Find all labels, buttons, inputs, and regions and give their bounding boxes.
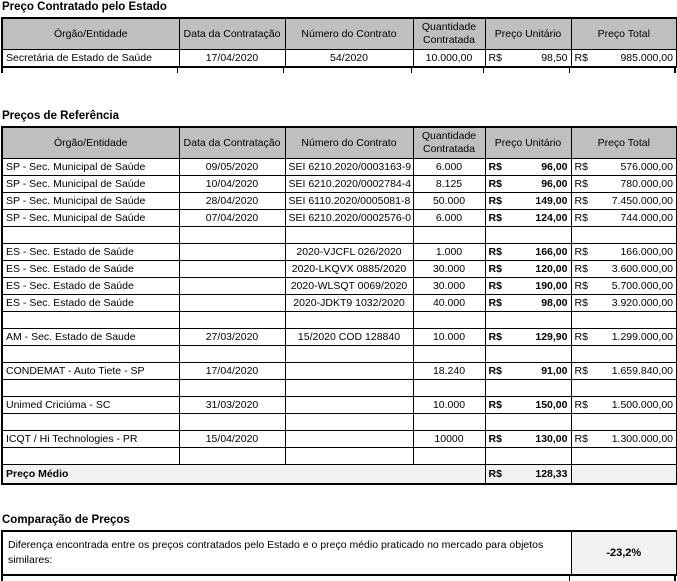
amount: 3.600.000,00 <box>611 263 673 275</box>
currency-amount <box>489 159 568 175</box>
table-row <box>2 329 677 346</box>
column-header-label: Preço Total <box>597 27 650 40</box>
cell-data <box>179 312 285 329</box>
cell-unitario <box>485 244 571 261</box>
currency-amount <box>575 176 674 192</box>
currency-symbol: R$ <box>574 52 588 64</box>
cell-numero: 54/2020 <box>285 50 413 68</box>
amount: 5.700.000,00 <box>611 280 673 292</box>
currency-symbol: R$ <box>488 52 502 64</box>
cell-orgao: ES - Sec. Estado de Saúde <box>2 278 179 295</box>
table-row <box>2 261 677 278</box>
cell-quantidade: 6.000 <box>413 159 485 176</box>
cell-data: 17/04/2020 <box>179 50 285 68</box>
cell-numero: 15/2020 COD 128840 <box>285 329 413 346</box>
cell-quantidade <box>413 414 485 431</box>
average-price-row <box>2 465 677 485</box>
cell-total <box>571 397 677 414</box>
cell-total <box>571 431 677 448</box>
column-header-label: Número do Contrato <box>301 27 397 40</box>
amount: 3.920.000,00 <box>611 297 673 309</box>
currency-amount <box>575 244 674 260</box>
amount: 129,90 <box>535 331 568 343</box>
empty-total-cell <box>571 465 677 485</box>
comparison-description: Diferença encontrada entre os preços contratados pelo Estado e o preço médio praticado no mercado para objetos similares: <box>2 531 571 575</box>
cell-quantidade: 30.000 <box>413 278 485 295</box>
column-header-label: Número do Contrato <box>301 136 397 149</box>
table-row <box>2 380 677 397</box>
table-row <box>2 210 677 227</box>
cell-data: 15/04/2020 <box>179 431 285 448</box>
cell-total <box>571 448 677 465</box>
cell-unitario <box>485 210 571 227</box>
cell-quantidade <box>413 448 485 465</box>
column-header-label: Data da Contratação <box>183 27 281 40</box>
section-title-comparison: Comparação de Preços <box>2 514 130 526</box>
table-row <box>2 159 677 176</box>
currency-symbol: R$ <box>574 365 588 377</box>
cell-total <box>571 380 677 397</box>
cell-total <box>571 159 677 176</box>
amount: 166.000,00 <box>620 246 673 258</box>
cell-total <box>571 278 677 295</box>
amount: 1.299.000,00 <box>611 331 673 343</box>
amount: 166,00 <box>535 246 568 258</box>
cell-numero: SEI 6110.2020/0005081-8 <box>285 193 413 210</box>
cell-quantidade <box>413 346 485 363</box>
cell-unitario <box>485 261 571 278</box>
cell-data: 09/05/2020 <box>179 159 285 176</box>
currency-symbol: R$ <box>574 195 588 207</box>
cell-data <box>179 227 285 244</box>
currency-amount <box>575 278 674 294</box>
currency-amount <box>575 261 674 277</box>
currency-amount <box>489 363 568 379</box>
currency-symbol: R$ <box>574 212 588 224</box>
column-header-label: Preço Unitário <box>494 27 562 40</box>
currency-amount <box>489 295 568 311</box>
cell-unitario <box>485 50 571 68</box>
table-row <box>2 244 677 261</box>
table-row <box>2 295 677 312</box>
cell-orgao: CONDEMAT - Auto Tiete - SP <box>2 363 179 380</box>
currency-amount <box>575 193 674 209</box>
cell-orgao <box>2 346 179 363</box>
currency-symbol: R$ <box>488 280 502 292</box>
cell-numero: SEI 6210.2020/0002784-4 <box>285 176 413 193</box>
amount: 98,00 <box>541 297 568 309</box>
amount: 576.000,00 <box>620 161 673 173</box>
currency-symbol: R$ <box>574 297 588 309</box>
currency-amount <box>575 363 674 379</box>
cell-quantidade: 40.000 <box>413 295 485 312</box>
cell-total <box>571 363 677 380</box>
section-title-state: Preço Contratado pelo Estado <box>2 1 167 13</box>
cell-unitario <box>485 176 571 193</box>
currency-symbol: R$ <box>488 399 502 411</box>
cell-unitario <box>485 278 571 295</box>
currency-symbol: R$ <box>574 246 588 258</box>
cell-total <box>571 176 677 193</box>
currency-symbol: R$ <box>574 161 588 173</box>
cell-orgao <box>2 414 179 431</box>
cell-unitario <box>485 193 571 210</box>
currency-amount <box>575 431 674 447</box>
currency-amount <box>489 431 568 447</box>
average-price-label: Preço Médio <box>2 465 485 485</box>
amount: 124,00 <box>535 212 568 224</box>
currency-symbol: R$ <box>488 365 502 377</box>
cell-total <box>571 295 677 312</box>
cell-orgao: Unimed Criciúma - SC <box>2 397 179 414</box>
table-row <box>2 278 677 295</box>
cell-unitario <box>485 431 571 448</box>
column-header-quantidade <box>413 127 485 159</box>
cell-total <box>571 414 677 431</box>
amount: 98,50 <box>541 52 568 64</box>
cell-unitario <box>485 363 571 380</box>
currency-amount <box>489 50 568 66</box>
table-row <box>2 448 677 465</box>
amount: 130,00 <box>535 433 568 445</box>
currency-amount <box>489 261 568 277</box>
cell-data <box>179 261 285 278</box>
cell-total <box>571 227 677 244</box>
table-row <box>2 227 677 244</box>
cell-total <box>571 312 677 329</box>
cell-orgao <box>2 312 179 329</box>
table-row <box>2 176 677 193</box>
currency-symbol: R$ <box>488 161 502 173</box>
table-row <box>2 312 677 329</box>
table-row <box>2 431 677 448</box>
table-row <box>2 531 677 575</box>
cell-quantidade: 10000 <box>413 431 485 448</box>
column-header-orgao <box>2 18 179 50</box>
cell-data <box>179 295 285 312</box>
column-header-unitario <box>485 18 571 50</box>
cell-orgao: SP - Sec. Municipal de Saúde <box>2 159 179 176</box>
currency-amount <box>489 244 568 260</box>
column-header-data <box>179 18 285 50</box>
cell-data <box>179 244 285 261</box>
currency-symbol: R$ <box>574 399 588 411</box>
column-header-label: Quantidade Contratada <box>421 21 477 46</box>
currency-symbol: R$ <box>488 263 502 275</box>
cell-data <box>179 380 285 397</box>
cell-numero <box>285 346 413 363</box>
currency-amount <box>575 159 674 175</box>
cell-total <box>571 329 677 346</box>
cell-orgao <box>2 448 179 465</box>
comparison-percentage: -23,2% <box>571 531 677 575</box>
cell-quantidade: 18.240 <box>413 363 485 380</box>
currency-symbol: R$ <box>488 195 502 207</box>
amount: 985.000,00 <box>620 52 673 64</box>
amount: 150,00 <box>535 399 568 411</box>
cell-data: 27/03/2020 <box>179 329 285 346</box>
cell-orgao: AM - Sec. Estado de Saude <box>2 329 179 346</box>
cell-data <box>179 448 285 465</box>
cell-quantidade <box>413 312 485 329</box>
currency-amount <box>575 295 674 311</box>
column-header-data <box>179 127 285 159</box>
currency-symbol: R$ <box>574 280 588 292</box>
currency-amount <box>489 278 568 294</box>
amount: 1.500.000,00 <box>611 399 673 411</box>
partial-next-row-border <box>1 68 676 73</box>
currency-symbol: R$ <box>488 331 502 343</box>
cell-unitario <box>485 346 571 363</box>
cell-data: 31/03/2020 <box>179 397 285 414</box>
currency-amount <box>489 193 568 209</box>
currency-amount <box>489 466 568 482</box>
currency-symbol: R$ <box>488 433 502 445</box>
cell-data: 07/04/2020 <box>179 210 285 227</box>
cell-orgao <box>2 380 179 397</box>
cell-quantidade: 10.000 <box>413 329 485 346</box>
cell-unitario <box>485 295 571 312</box>
column-header-total <box>571 127 677 159</box>
amount: 149,00 <box>535 195 568 207</box>
currency-amount <box>489 397 568 413</box>
reference-prices-table <box>1 126 677 485</box>
column-header-numero <box>285 18 413 50</box>
cell-orgao: ES - Sec. Estado de Saúde <box>2 261 179 278</box>
cell-numero <box>285 380 413 397</box>
currency-amount <box>575 329 674 345</box>
section-state-contract <box>1 1 677 73</box>
table-row <box>2 414 677 431</box>
currency-symbol: R$ <box>488 297 502 309</box>
currency-amount <box>489 329 568 345</box>
section-title-reference: Preços de Referência <box>2 110 119 122</box>
table-row <box>2 346 677 363</box>
currency-symbol: R$ <box>574 433 588 445</box>
cell-unitario <box>485 380 571 397</box>
currency-amount <box>575 210 674 226</box>
section-price-comparison <box>1 514 677 581</box>
currency-symbol: R$ <box>488 212 502 224</box>
cell-orgao: SP - Sec. Municipal de Saúde <box>2 176 179 193</box>
column-header-label: Preço Total <box>597 136 650 149</box>
amount: 128,33 <box>535 468 568 480</box>
cell-quantidade: 10.000 <box>413 397 485 414</box>
column-header-orgao <box>2 127 179 159</box>
column-header-quantidade <box>413 18 485 50</box>
cell-data: 28/04/2020 <box>179 193 285 210</box>
cell-quantidade <box>413 227 485 244</box>
cell-numero <box>285 448 413 465</box>
cell-data: 10/04/2020 <box>179 176 285 193</box>
table-header-row <box>2 127 677 159</box>
cell-numero: SEI 6210.2020/0003163-9 <box>285 159 413 176</box>
amount: 1.300.000,00 <box>611 433 673 445</box>
currency-symbol: R$ <box>488 246 502 258</box>
column-header-numero <box>285 127 413 159</box>
cell-data <box>179 278 285 295</box>
cell-numero: SEI 6210.2020/0002576-0 <box>285 210 413 227</box>
cell-quantidade <box>413 380 485 397</box>
amount: 744.000,00 <box>620 212 673 224</box>
column-header-label: Preço Unitário <box>494 136 562 149</box>
cell-total <box>571 210 677 227</box>
cell-quantidade: 50.000 <box>413 193 485 210</box>
amount: 190,00 <box>535 280 568 292</box>
cell-unitario <box>485 329 571 346</box>
cell-numero <box>285 227 413 244</box>
table-row <box>2 50 677 68</box>
amount: 7.450.000,00 <box>611 195 673 207</box>
table-row <box>2 363 677 380</box>
column-header-unitario <box>485 127 571 159</box>
cell-quantidade: 30.000 <box>413 261 485 278</box>
cell-total <box>571 50 677 68</box>
cell-quantidade: 10.000,00 <box>413 50 485 68</box>
cell-numero <box>285 414 413 431</box>
table-row <box>2 397 677 414</box>
state-contract-table <box>1 17 677 68</box>
cell-orgao: ICQT / Hi Technologies - PR <box>2 431 179 448</box>
column-header-label: Órgão/Entidade <box>53 136 128 149</box>
amount: 91,00 <box>541 365 568 377</box>
cell-quantidade: 6.000 <box>413 210 485 227</box>
cell-numero <box>285 312 413 329</box>
average-unit-price-cell <box>485 465 571 485</box>
amount: 1.659.840,00 <box>611 365 673 377</box>
amount: 96,00 <box>541 161 568 173</box>
currency-amount <box>575 50 674 66</box>
cell-total <box>571 244 677 261</box>
section-reference-prices <box>1 110 677 485</box>
currency-amount <box>489 176 568 192</box>
currency-symbol: R$ <box>574 331 588 343</box>
cell-data: 17/04/2020 <box>179 363 285 380</box>
cell-numero: 2020-WLSQT 0069/2020 <box>285 278 413 295</box>
cell-quantidade: 1.000 <box>413 244 485 261</box>
amount: 780.000,00 <box>620 178 673 190</box>
currency-amount <box>575 397 674 413</box>
currency-symbol: R$ <box>574 178 588 190</box>
column-header-label: Órgão/Entidade <box>53 27 128 40</box>
cell-numero <box>285 363 413 380</box>
cell-orgao: SP - Sec. Municipal de Saúde <box>2 210 179 227</box>
price-comparison-table <box>1 530 677 576</box>
currency-symbol: R$ <box>574 263 588 275</box>
table-header-row <box>2 18 677 50</box>
cell-total <box>571 346 677 363</box>
column-header-label: Data da Contratação <box>183 136 281 149</box>
cell-unitario <box>485 312 571 329</box>
currency-symbol: R$ <box>488 178 502 190</box>
cell-numero: 2020-VJCFL 026/2020 <box>285 244 413 261</box>
cell-numero <box>285 397 413 414</box>
cell-orgao: SP - Sec. Municipal de Saúde <box>2 193 179 210</box>
cell-total <box>571 193 677 210</box>
cell-orgao: ES - Sec. Estado de Saúde <box>2 295 179 312</box>
column-header-label: Quantidade Contratada <box>421 130 477 155</box>
cell-numero <box>285 431 413 448</box>
partial-next-row-border <box>1 576 676 581</box>
cell-unitario <box>485 397 571 414</box>
table-row <box>2 193 677 210</box>
cell-unitario <box>485 159 571 176</box>
cell-unitario <box>485 448 571 465</box>
cell-numero: 2020-JDKT9 1032/2020 <box>285 295 413 312</box>
cell-total <box>571 261 677 278</box>
cell-numero: 2020-LKQVX 0885/2020 <box>285 261 413 278</box>
cell-data <box>179 414 285 431</box>
cell-unitario <box>485 414 571 431</box>
cell-quantidade: 8.125 <box>413 176 485 193</box>
currency-symbol: R$ <box>488 468 502 480</box>
cell-unitario <box>485 227 571 244</box>
column-header-total <box>571 18 677 50</box>
amount: 96,00 <box>541 178 568 190</box>
cell-orgao <box>2 227 179 244</box>
currency-amount <box>489 210 568 226</box>
amount: 120,00 <box>535 263 568 275</box>
cell-orgao: ES - Sec. Estado de Saúde <box>2 244 179 261</box>
cell-orgao: Secretária de Estado de Saúde <box>2 50 179 68</box>
cell-data <box>179 346 285 363</box>
